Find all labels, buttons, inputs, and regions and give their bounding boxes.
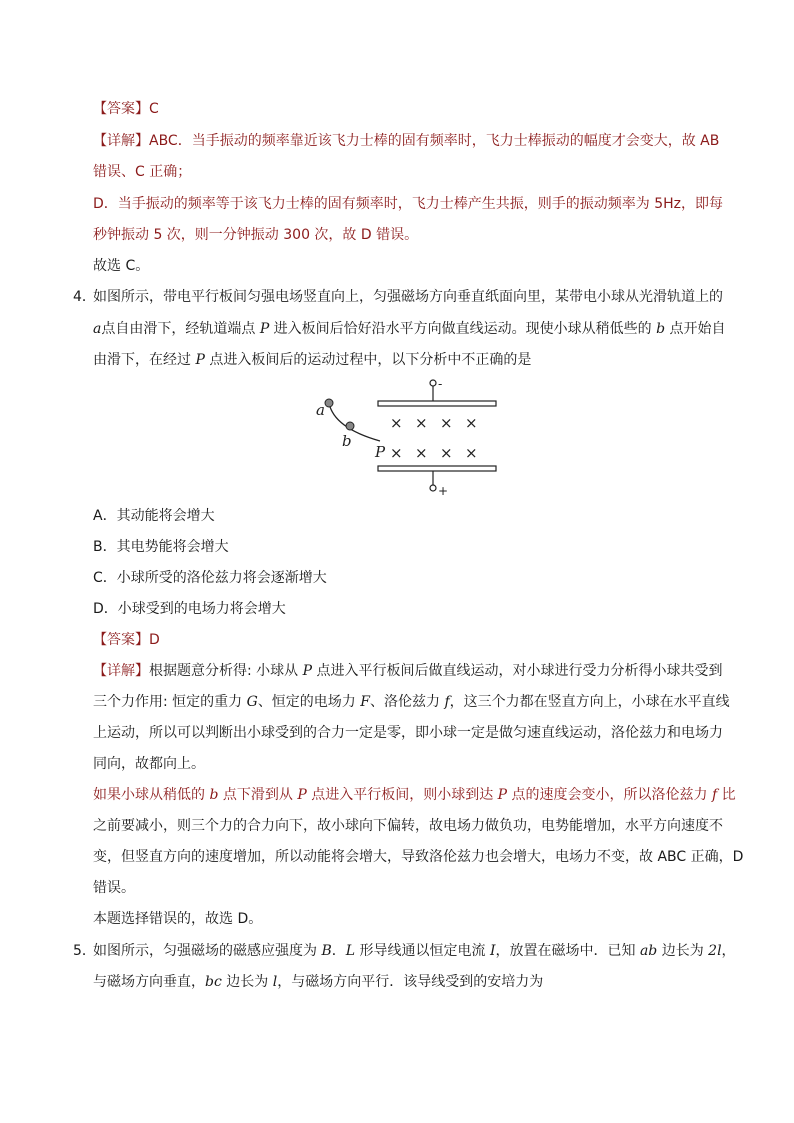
- q5-stem-line-2: 与磁场方向垂直，bc 边长为 l，与磁场方向平行．该导线受到的安培力为: [93, 974, 544, 990]
- q4-detail-line-3: 上运动，所以可以判断出小球受到的合力一定是零，即小球一定是做匀速直线运动，洛伦兹力和电场力: [93, 725, 723, 741]
- q5-number: 5．: [73, 943, 96, 959]
- q4-option-a: A．其动能将会增大: [93, 508, 215, 524]
- q4-number: 4．: [73, 289, 96, 305]
- answer-value: D: [149, 632, 160, 648]
- field-cross: ×: [440, 444, 453, 462]
- label-a: a: [316, 401, 325, 419]
- q4-detail-line-4: 同向，故都向上。: [93, 756, 205, 772]
- q4-stem-line-1: 如图所示，带电平行板间匀强电场竖直向上，匀强磁场方向垂直纸面向里，某带电小球从光滑轨道上的: [93, 289, 723, 305]
- q3-detail-line-3: D．当手振动的频率等于该飞力士棒的固有频率时，飞力士棒产生共振，则手的振动频率为 5Hz，即每: [93, 196, 724, 212]
- bottom-plate: [378, 466, 496, 471]
- detail-tag: 【详解】: [93, 133, 149, 149]
- q4-detail-line-8: 错误。: [93, 880, 135, 896]
- q4-option-b: B．其电势能将会增大: [93, 539, 229, 555]
- q5-stem-line-1: 如图所示，匀强磁场的磁感应强度为 B．L 形导线通以恒定电流 I，放置在磁场中．已知 ab 边长为 2l，: [93, 943, 736, 959]
- q4-detail-line-5: 如果小球从稍低的 b 点下滑到从 P 点进入平行板间，则小球到达 P 点的速度会变小，所以洛伦兹力 f 比: [93, 787, 736, 803]
- field-cross: ×: [390, 414, 403, 432]
- label-b: b: [342, 432, 352, 450]
- bottom-terminal: [430, 485, 436, 491]
- q4-stem-line-3: 由滑下，在经过 P 点进入板间后的运动过程中，以下分析中不正确的是: [93, 352, 532, 368]
- q3-detail-line-1: 【详解】ABC．当手振动的频率靠近该飞力士棒的固有频率时，飞力士棒振动的幅度才会变大，故 AB: [93, 133, 720, 149]
- field-cross: ×: [415, 444, 428, 462]
- detail-tag: 【详解】: [93, 663, 149, 679]
- q4-conclusion: 本题选择错误的，故选 D。: [93, 911, 263, 927]
- q4-option-c: C．小球所受的洛伦兹力将会逐渐增大: [93, 570, 327, 586]
- q4-detail-line-1: 【详解】根据题意分析得: 小球从 P 点进入平行板间后做直线运动，对小球进行受力分析得小球共受到: [93, 663, 723, 679]
- field-cross: ×: [440, 414, 453, 432]
- q4-detail-line-6: 之前要减小，则三个力的合力向下，故小球向下偏转，故电场力做负功，电势能增加，水平方向速度不: [93, 818, 723, 834]
- field-cross: ×: [390, 444, 403, 462]
- bottom-sign: +: [438, 484, 449, 498]
- answer-tag: 【答案】: [93, 632, 149, 648]
- q3-detail-line-4: 秒钟振动 5 次，则一分钟振动 300 次，故 D 错误。: [93, 227, 419, 243]
- answer-value: C: [149, 101, 159, 117]
- q4-answer-line: [93, 630, 160, 650]
- top-terminal: [430, 380, 436, 386]
- q3-detail-line-2: 错误、C 正确；: [93, 164, 192, 180]
- q4-detail-line-2: 三个力作用: 恒定的重力 G、恒定的电场力 F、洛伦兹力 f，这三个力都在竖直方向上，小球在水平直线: [93, 694, 730, 710]
- answer-tag: 【答案】: [93, 101, 149, 117]
- smooth-track: [329, 403, 380, 441]
- field-cross: ×: [465, 444, 478, 462]
- field-cross: ×: [465, 414, 478, 432]
- q4-stem-line-2: a点自由滑下，经轨道端点 P 进入板间后恰好沿水平方向做直线运动。现使小球从稍低些的 b 点开始自: [93, 321, 726, 337]
- q3-answer-line: [93, 99, 159, 119]
- ball-a: [325, 399, 333, 407]
- plates-figure: [300, 378, 510, 498]
- field-cross: ×: [415, 414, 428, 432]
- top-sign: -: [438, 378, 443, 391]
- q3-conclusion: 故选 C。: [93, 258, 150, 274]
- label-p: P: [375, 443, 386, 461]
- q4-option-d: D．小球受到的电场力将会增大: [93, 601, 286, 617]
- top-plate: [378, 401, 496, 406]
- ball-b: [346, 422, 354, 430]
- q4-detail-line-7: 变，但竖直方向的速度增加，所以动能将会增大，导致洛伦兹力也会增大，电场力不变，故 ABC 正确，D: [93, 849, 744, 865]
